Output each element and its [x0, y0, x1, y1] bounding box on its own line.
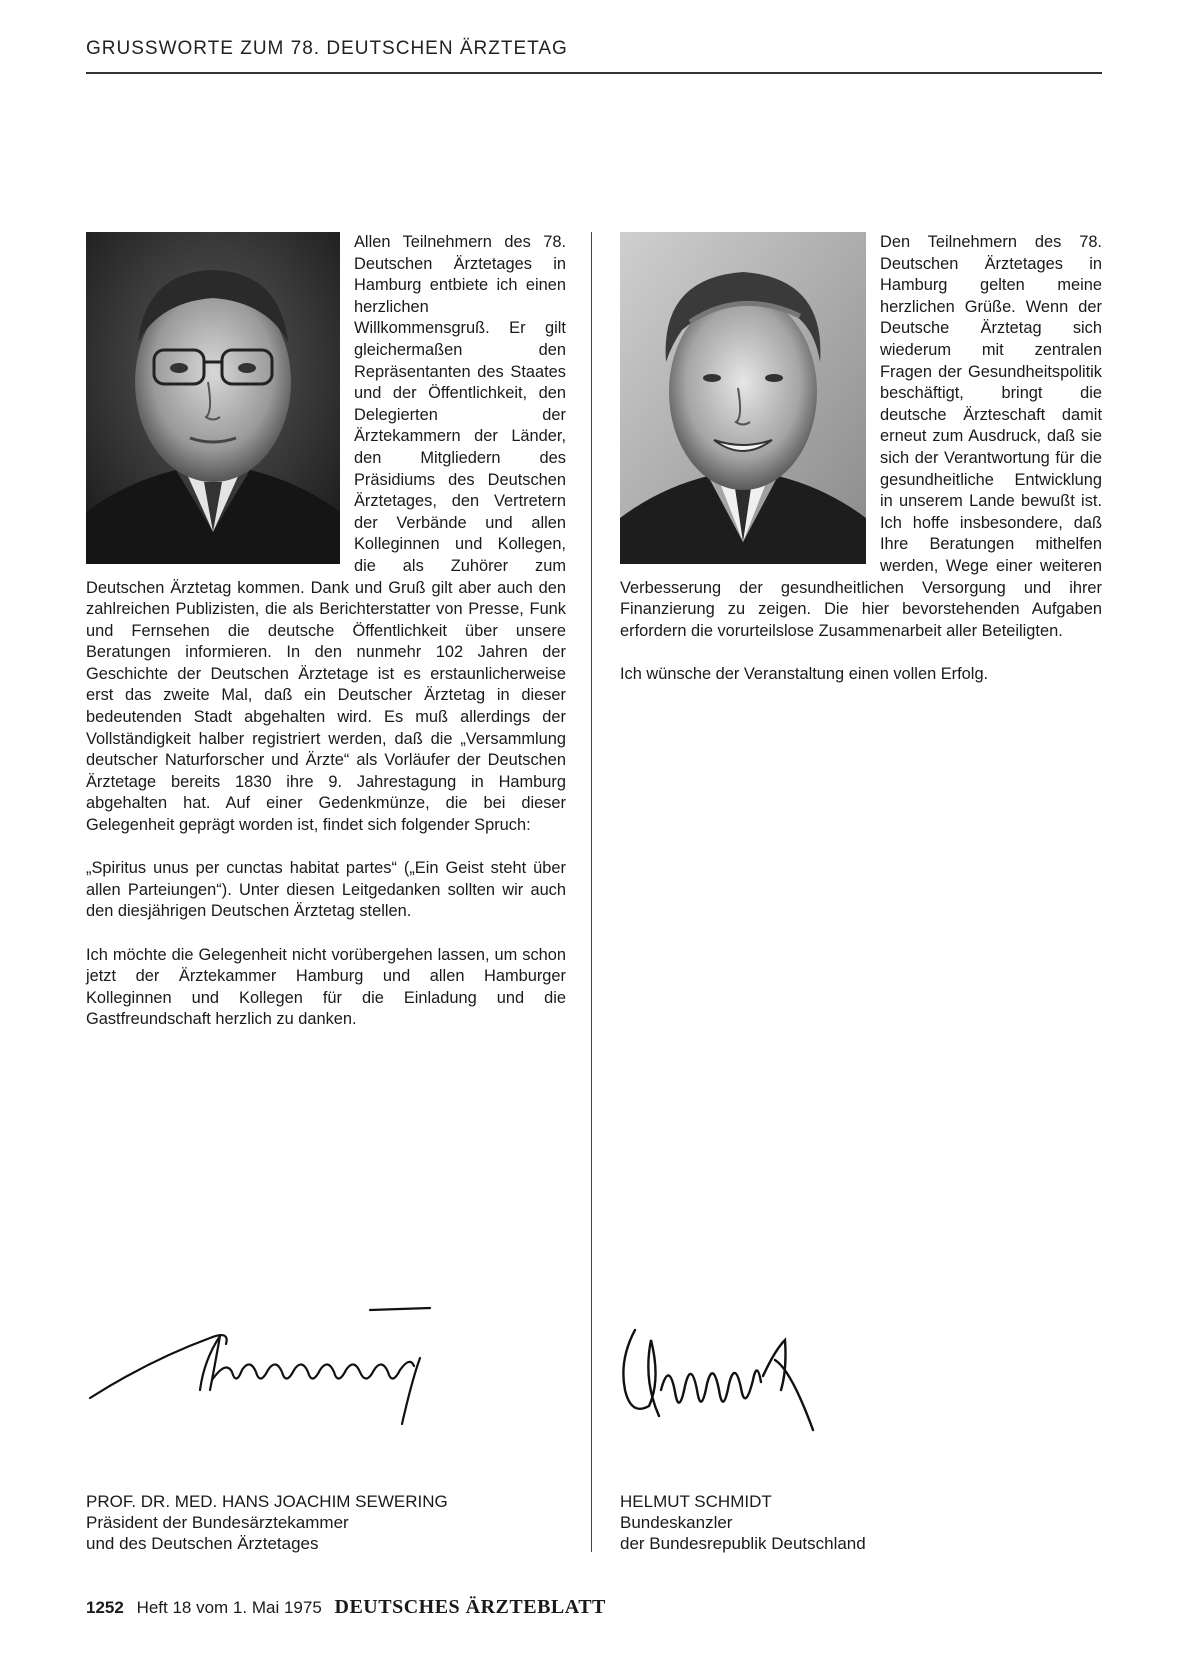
right-paragraph-2: Ich wünsche der Veranstaltung einen vollen Erfolg. [620, 664, 989, 683]
portrait-photo-sewering [86, 232, 340, 564]
right-paragraph-1: Den Teilnehmern des 78. Deutschen Ärztetages in Hamburg gelten meine herzlichen Grüße. Wenn der Deutsche Ärztetag sich wiederum mit zentralen Fragen der Gesundheitspolitik beschäftigt, bringt die deutsche Ärzteschaft damit erneut zum Ausdruck, daß sie sich der Verantwortung für die gesundheitliche Entwicklung in unserem Lande bewußt ist. Ich hoffe insbesondere, daß Ihre Beratungen mithelfen werden, Wege einer weiteren Verbesserung der gesundheitlichen Versorgung und ihrer Finanzierung zu zeigen. Die hier bevorstehenden Aufgaben erfordern die vorurteilslose Zusammenarbeit aller Beteiligten. [620, 233, 1102, 640]
portrait-photo-icon [86, 232, 340, 564]
portrait-photo-schmidt [620, 232, 866, 564]
left-column [86, 232, 566, 1053]
left-paragraph-2: „Spiritus unus per cunctas habitat partes“ („Ein Geist steht über allen Parteiungen“). Unter diesen Leitgedanken sollten wir auch den diesjährigen Deutschen Ärztetag stellen. [86, 859, 566, 921]
signature-block-schmidt [620, 1491, 866, 1554]
handwritten-signature-icon [615, 1320, 825, 1440]
page-header-title: GRUSSWORTE ZUM 78. DEUTSCHEN ÄRZTETAG [86, 38, 568, 59]
left-paragraph-1: Allen Teilnehmern des 78. Deutschen Ärztetages in Hamburg entbiete ich einen herzlichen Willkommensgruß. Er gilt gleichermaßen den Repräsentanten des Staates und der Öffentlichkeit, den Delegierten der Ärztekammern der Länder, den Mitgliedern des Präsidiums des Deutschen Ärztetages, den Vertretern der Verbände und allen Kolleginnen und Kollegen, die als Zuhörer zum Deutschen Ärztetag kommen. Dank und Gruß gilt aber auch den zahlreichen Publizisten, die als Berichterstatter von Presse, Funk und Fernsehen die deutsche Öffentlichkeit über unsere Beratungen informieren. In den nunmehr 102 Jahren der Geschichte der Deutschen Ärztetage ist es erstaunlicherweise erst das zweite Mal, daß ein Deutscher Ärztetag in dieser bedeutenden Stadt abgehalten wird. Es muß allerdings der Vollständigkeit halber registriert werden, daß die „Versammlung deutscher Naturforscher und Ärzte“ als Vorläufer der Deutschen Ärztetage bereits 1830 ihre 9. Jahrestagung in Hamburg abgehalten hat. Auf einer Gedenkmünze, die bei dieser Gelegenheit geprägt worden ist, findet sich folgender Spruch: [86, 233, 566, 835]
journal-masthead: DEUTSCHES ÄRZTEBLATT [334, 1596, 606, 1618]
right-column [620, 232, 1102, 707]
portrait-photo-icon [620, 232, 866, 564]
page-footer [86, 1596, 606, 1619]
signatory-role: und des Deutschen Ärztetages [86, 1534, 319, 1553]
left-paragraph-3: Ich möchte die Gelegenheit nicht vorübergehen lassen, um schon jetzt der Ärztekammer Hamburg und allen Hamburger Kolleginnen und Kollegen für die Einladung und die Gastfreundschaft herzlich zu danken. [86, 945, 566, 1029]
handwritten-signature-icon [80, 1300, 460, 1430]
issue-info: Heft 18 vom 1. Mai 1975 [136, 1598, 322, 1617]
page-number: 1252 [86, 1598, 124, 1617]
signatory-role: der Bundesrepublik Deutschland [620, 1534, 866, 1553]
signatory-name: HELMUT SCHMIDT [620, 1492, 772, 1511]
signatory-role: Präsident der Bundesärztekammer [86, 1513, 349, 1532]
signatory-role: Bundeskanzler [620, 1513, 733, 1532]
header-rule [86, 72, 1102, 74]
column-divider [591, 232, 592, 1552]
signatory-name: PROF. DR. MED. HANS JOACHIM SEWERING [86, 1492, 448, 1511]
signature-block-sewering [86, 1491, 448, 1554]
